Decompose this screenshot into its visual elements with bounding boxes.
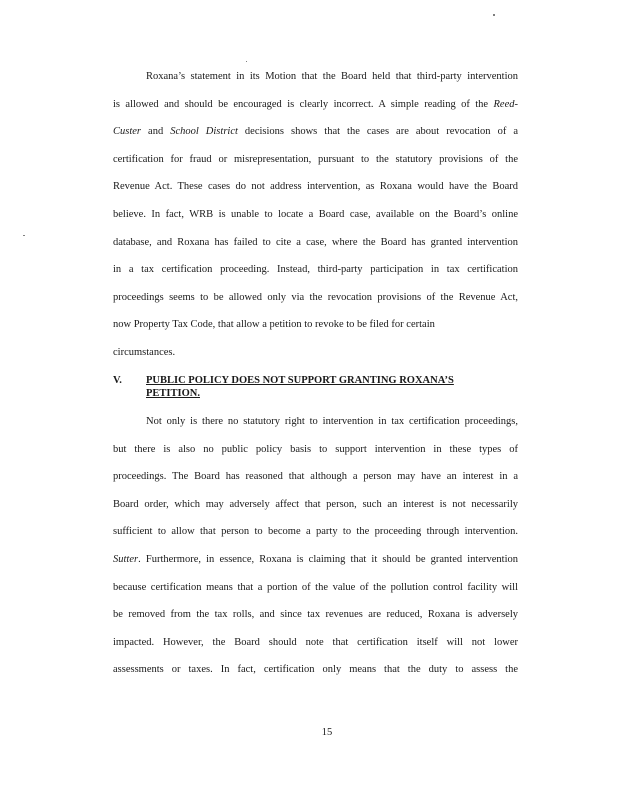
scan-speck	[23, 235, 25, 236]
paragraph-intervention-history	[113, 63, 518, 367]
section-title	[146, 374, 454, 400]
paragraph-line: Not only is there no statutory right to intervention in tax certification proceedings,	[146, 416, 518, 427]
paragraph-line: proceedings seems to be allowed only via the revocation provisions of the Revenue Act,	[113, 291, 518, 303]
paragraph-line: Board order, which may adversely affect that person, such an interest is not necessarily	[113, 498, 518, 510]
paragraph-line: be removed from the tax rolls, and since tax revenues are reduced, Roxana is adversely	[113, 609, 518, 621]
paragraph-line: circumstances.	[113, 346, 176, 358]
scan-speck	[493, 14, 495, 16]
paragraph-public-policy	[113, 408, 518, 684]
paragraph-line: assessments or taxes. In fact, certification only means that the duty to assess the	[113, 664, 518, 676]
scan-speck	[246, 61, 247, 62]
paragraph-line: Roxana’s statement in its Motion that the Board held that third-party intervention	[146, 71, 518, 82]
paragraph-line: certification for fraud or misrepresentation, pursuant to the statutory provisions of the	[113, 153, 518, 165]
page-number: 15	[321, 727, 333, 738]
paragraph-line: but there is also no public policy basis to support intervention in these types of	[113, 443, 518, 455]
paragraph-line: Custer and School District decisions shows that the cases are about revocation of a	[113, 126, 518, 138]
paragraph-line: is allowed and should be encouraged is clearly incorrect. A simple reading of the Reed-	[113, 98, 518, 110]
paragraph-line: sufficient to allow that person to become a party to the proceeding through intervention.	[113, 526, 518, 538]
section-number: V.	[113, 375, 122, 386]
paragraph-line: Revenue Act. These cases do not address intervention, as Roxana would have the Board	[113, 181, 518, 193]
paragraph-line: Sutter. Furthermore, in essence, Roxana is claiming that it should be granted intervention	[113, 553, 518, 565]
paragraph-line: now Property Tax Code, that allow a petition to revoke to be filed for certain	[113, 319, 435, 331]
paragraph-line: because certification means that a portion of the value of the pollution control facility will	[113, 581, 518, 593]
section-title-line: PETITION.	[146, 388, 200, 399]
paragraph-line: database, and Roxana has failed to cite a case, where the Board has granted intervention	[113, 236, 518, 248]
paragraph-line: impacted. However, the Board should note that certification itself will not lower	[113, 636, 518, 648]
paragraph-line: proceedings. The Board has reasoned that although a person may have an interest in a	[113, 471, 518, 483]
paragraph-line: in a tax certification proceeding. Instead, third-party participation in tax certification	[113, 264, 518, 276]
paragraph-line: believe. In fact, WRB is unable to locate a Board case, available on the Board’s online	[113, 208, 518, 220]
section-title-line: PUBLIC POLICY DOES NOT SUPPORT GRANTING ROXANA’S	[146, 375, 454, 386]
